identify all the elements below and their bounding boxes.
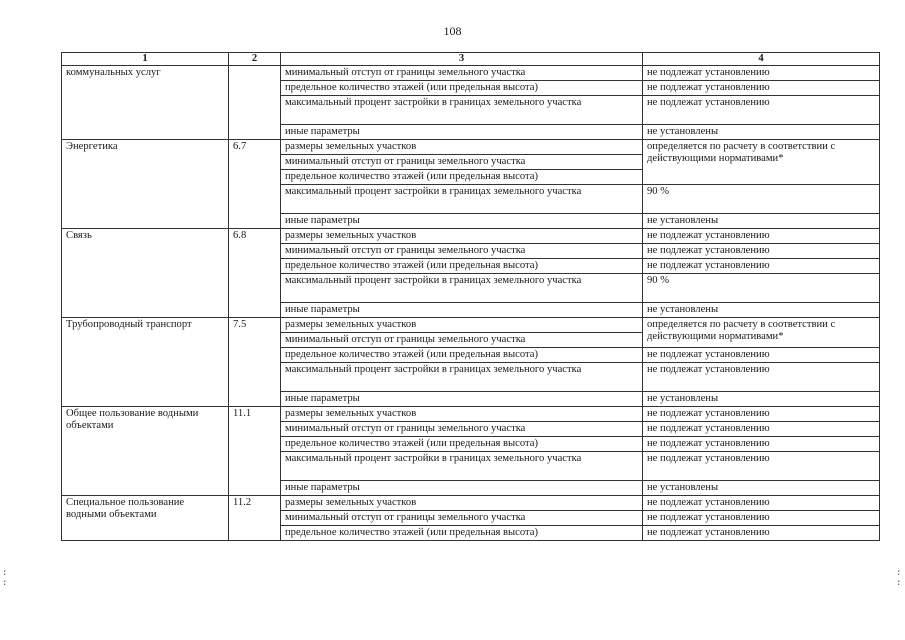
zoning-parameters-table [61, 52, 880, 541]
land-use-category: Общее пользование водными объектами [62, 407, 229, 496]
table-body [62, 66, 880, 541]
column-header-2: 2 [229, 53, 281, 66]
parameter-name: размеры земельных участков [281, 318, 643, 333]
column-header-1: 1 [62, 53, 229, 66]
parameter-value: не подлежат установлению [643, 422, 880, 437]
page-number: 108 [443, 24, 462, 38]
parameter-value: 90 % [643, 185, 880, 214]
parameter-value: не подлежат установлению [643, 348, 880, 363]
scan-edge-mark-left: : : [2, 568, 8, 588]
parameter-name: предельное количество этажей (или предельная высота) [281, 170, 643, 185]
parameter-name: размеры земельных участков [281, 407, 643, 422]
parameter-name: предельное количество этажей (или предельная высота) [281, 348, 643, 363]
table-row [62, 66, 880, 81]
parameter-value: не установлены [643, 303, 880, 318]
parameter-name: минимальный отступ от границы земельного участка [281, 244, 643, 259]
parameter-value: не подлежат установлению [643, 229, 880, 244]
table-row [62, 140, 880, 155]
land-use-category: коммунальных услуг [62, 66, 229, 140]
parameter-value: не установлены [643, 481, 880, 496]
parameter-name: максимальный процент застройки в границах земельного участка [281, 274, 643, 303]
table-header-row [62, 53, 880, 66]
parameter-value: не установлены [643, 392, 880, 407]
parameter-name: предельное количество этажей (или предельная высота) [281, 437, 643, 452]
parameter-value: не подлежат установлению [643, 363, 880, 392]
parameter-name: размеры земельных участков [281, 229, 643, 244]
land-use-category: Связь [62, 229, 229, 318]
table-row [62, 318, 880, 333]
parameter-name: размеры земельных участков [281, 496, 643, 511]
parameter-value: не установлены [643, 125, 880, 140]
parameter-name: минимальный отступ от границы земельного участка [281, 511, 643, 526]
parameter-name: иные параметры [281, 214, 643, 229]
parameter-name: предельное количество этажей (или предельная высота) [281, 81, 643, 96]
parameter-value: не подлежат установлению [643, 66, 880, 81]
parameter-name: минимальный отступ от границы земельного участка [281, 333, 643, 348]
parameter-value: определяется по расчету в соответствии с действующими нормативами* [643, 318, 880, 348]
parameter-name: предельное количество этажей (или предельная высота) [281, 259, 643, 274]
land-use-code: 11.1 [229, 407, 281, 496]
parameter-value: не подлежат установлению [643, 511, 880, 526]
parameter-name: максимальный процент застройки в границах земельного участка [281, 185, 643, 214]
parameter-name: минимальный отступ от границы земельного участка [281, 155, 643, 170]
parameter-name: предельное количество этажей (или предельная высота) [281, 526, 643, 541]
land-use-code [229, 66, 281, 140]
parameter-name: иные параметры [281, 392, 643, 407]
land-use-category: Энергетика [62, 140, 229, 229]
parameter-value: не подлежат установлению [643, 244, 880, 259]
parameter-value: 90 % [643, 274, 880, 303]
land-use-code: 7.5 [229, 318, 281, 407]
parameter-name: иные параметры [281, 125, 643, 140]
land-use-category: Трубопроводный транспорт [62, 318, 229, 407]
table-row [62, 229, 880, 244]
column-header-4: 4 [643, 53, 880, 66]
parameter-value: не подлежат установлению [643, 259, 880, 274]
column-header-3: 3 [281, 53, 643, 66]
parameter-value: не подлежат установлению [643, 81, 880, 96]
parameter-value: определяется по расчету в соответствии с действующими нормативами* [643, 140, 880, 185]
parameter-name: размеры земельных участков [281, 140, 643, 155]
parameter-name: минимальный отступ от границы земельного участка [281, 66, 643, 81]
parameter-name: иные параметры [281, 481, 643, 496]
parameter-name: максимальный процент застройки в границах земельного участка [281, 363, 643, 392]
parameter-value: не подлежат установлению [643, 526, 880, 541]
parameter-name: иные параметры [281, 303, 643, 318]
parameter-name: минимальный отступ от границы земельного участка [281, 422, 643, 437]
parameter-value: не подлежат установлению [643, 437, 880, 452]
parameter-name: максимальный процент застройки в границах земельного участка [281, 96, 643, 125]
parameter-value: не подлежат установлению [643, 496, 880, 511]
table-row [62, 496, 880, 511]
land-use-category: Специальное пользование водными объектами [62, 496, 229, 541]
land-use-code: 11.2 [229, 496, 281, 541]
parameter-value: не установлены [643, 214, 880, 229]
parameter-value: не подлежат установлению [643, 407, 880, 422]
scan-edge-mark-right: : : [896, 568, 902, 588]
land-use-code: 6.7 [229, 140, 281, 229]
land-use-code: 6.8 [229, 229, 281, 318]
table-row [62, 407, 880, 422]
parameter-value: не подлежат установлению [643, 452, 880, 481]
parameter-name: максимальный процент застройки в границах земельного участка [281, 452, 643, 481]
parameter-value: не подлежат установлению [643, 96, 880, 125]
